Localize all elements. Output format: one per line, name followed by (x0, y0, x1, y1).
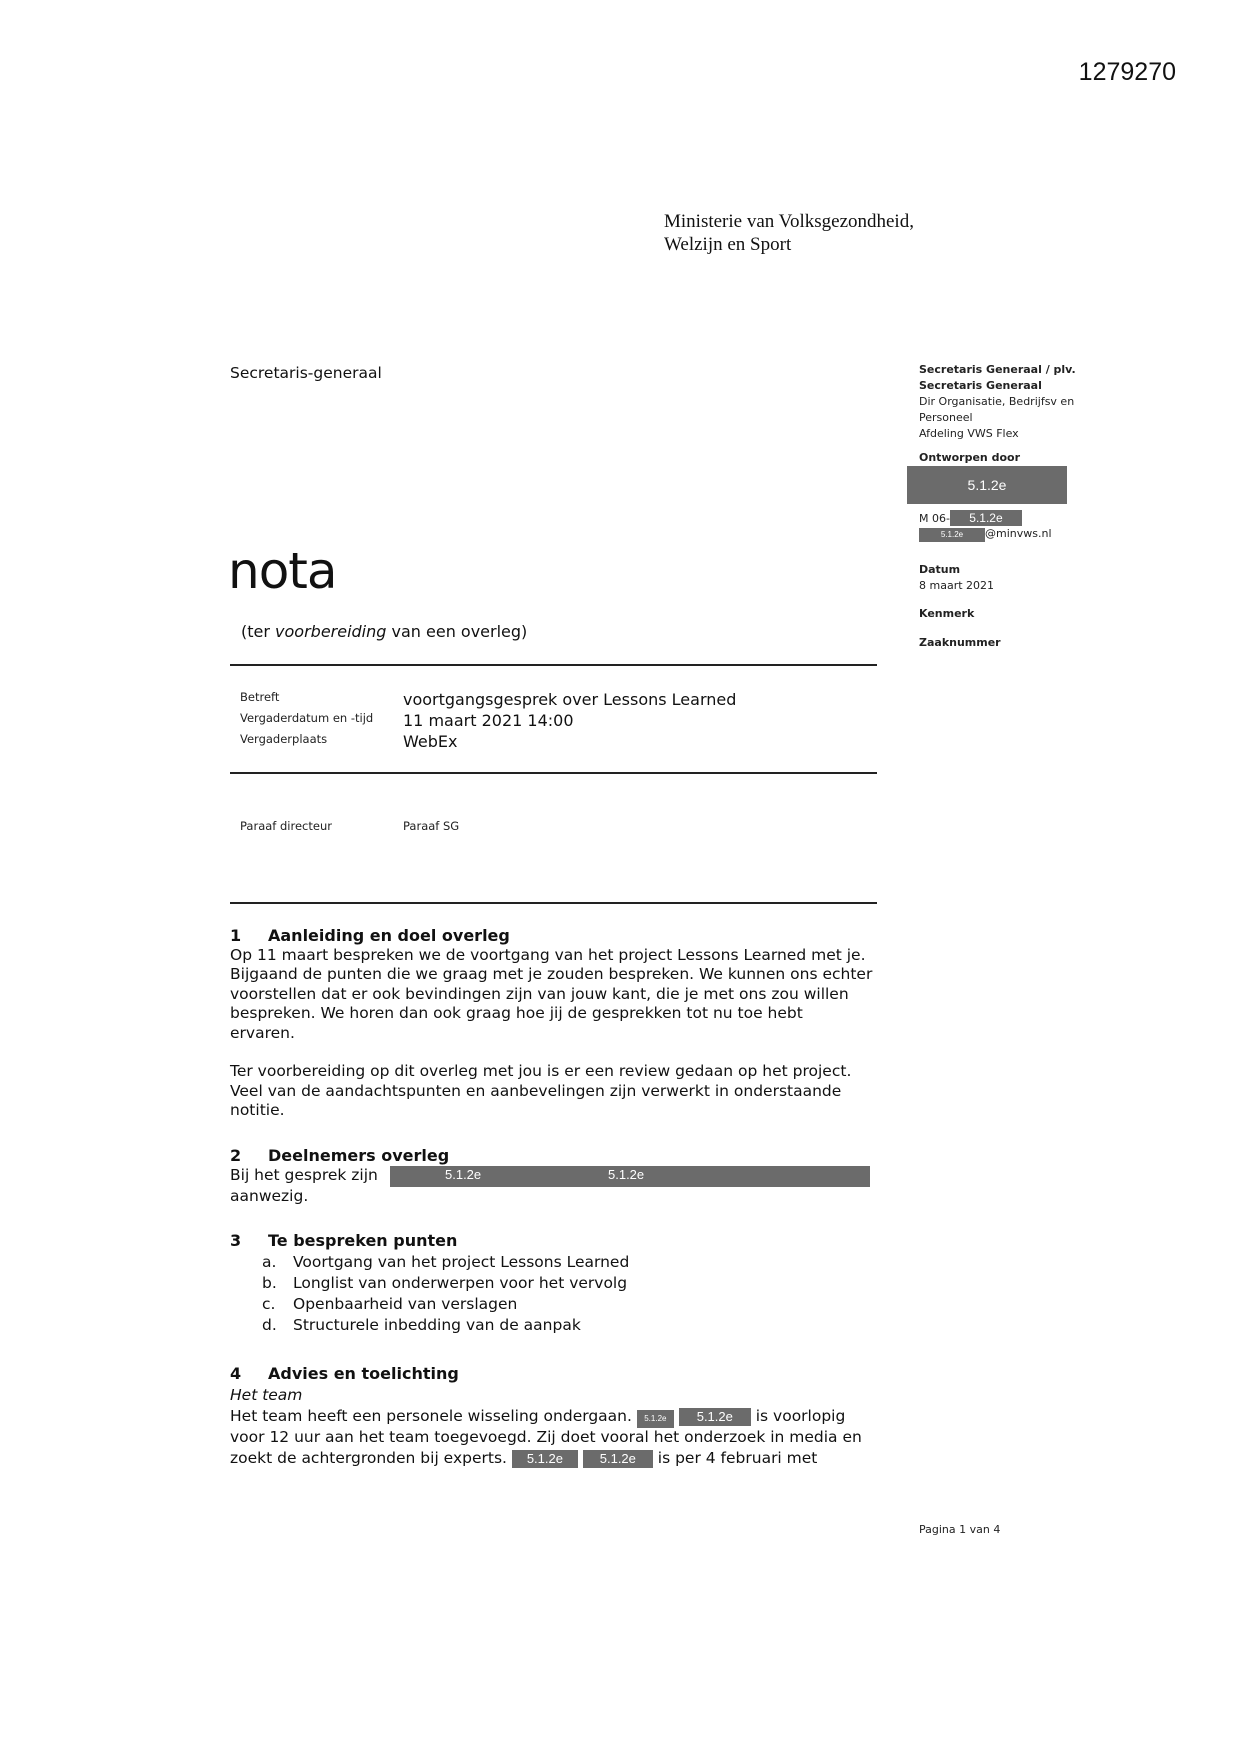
subtitle-italic: voorbereiding (275, 622, 387, 641)
text-line: ervaren. (230, 1023, 295, 1042)
phone-prefix: M 06- (919, 512, 950, 525)
text-line: Ter voorbereiding op dit overleg met jou is er een review gedaan op het project. (230, 1062, 852, 1080)
ministry-line-1: Ministerie van Volksgezondheid, (664, 211, 914, 232)
text-line: voor 12 uur aan het team toegevoegd. Zij doet vooral het onderzoek in media en (230, 1427, 862, 1446)
subtitle-pre: (ter (241, 622, 276, 641)
list-item-text: Longlist van onderwerpen voor het vervolg (293, 1273, 628, 1292)
section-number: 3 (230, 1231, 242, 1250)
text-fragment: Het team heeft een personele wisseling ondergaan. (230, 1406, 632, 1425)
participants-line (230, 1166, 910, 1187)
email-suffix: @minvws.nl (985, 527, 1052, 540)
meeting-place-label: Vergaderplaats (240, 732, 328, 746)
section-title: Deelnemers overleg (268, 1146, 450, 1165)
section-heading (230, 1146, 910, 1166)
sg-initials-label: Paraaf SG (403, 819, 460, 833)
zaaknummer-label: Zaaknummer (919, 636, 1001, 649)
divider (230, 664, 877, 666)
section-number: 1 (230, 926, 242, 945)
redaction-block: 5.1.2e (679, 1408, 751, 1426)
dept-line-3: Afdeling VWS Flex (919, 427, 1019, 440)
section-title: Advies en toelichting (268, 1364, 459, 1383)
datum-value: 8 maart 2021 (919, 579, 995, 592)
section-title: Te bespreken punten (268, 1231, 458, 1250)
list-marker: c. (262, 1294, 276, 1313)
section-1 (230, 926, 910, 1121)
paragraph (230, 946, 910, 1044)
meeting-date-value: 11 maart 2021 14:00 (403, 711, 574, 730)
text-fragment: is voorlopig (755, 1406, 846, 1425)
list-item (262, 1253, 910, 1274)
list-item (262, 1295, 910, 1316)
director-initials-label: Paraaf directeur (240, 819, 332, 833)
meeting-place-value: WebEx (403, 732, 458, 751)
paragraph (230, 1062, 910, 1121)
dept-line-1: Dir Organisatie, Bedrijfsv en (919, 395, 1075, 408)
org-line-1: Secretaris Generaal / plv. (919, 363, 1076, 376)
page-number: Pagina 1 van 4 (919, 1523, 1001, 1536)
subtitle-post: van een overleg) (386, 622, 528, 641)
section-number: 4 (230, 1364, 242, 1383)
text-fragment: is per 4 februari met (657, 1448, 818, 1467)
org-line-2: Secretaris Generaal (919, 379, 1042, 392)
redaction-block: 5.1.2e (907, 466, 1067, 504)
redaction-block (390, 1166, 870, 1187)
section-heading (230, 926, 910, 946)
ministry-name (664, 210, 914, 256)
redaction-code: 5.1.2e (608, 1166, 645, 1182)
text-line: voorstellen dat er ook bevindingen zijn van jouw kant, die je met ons zou willen (230, 984, 849, 1003)
list-item (262, 1274, 910, 1295)
meeting-date-label: Vergaderdatum en -tijd (240, 711, 374, 725)
datum-label: Datum (919, 563, 961, 576)
section-2 (230, 1146, 910, 1206)
section-4 (230, 1364, 910, 1470)
betreft-label: Betreft (240, 690, 280, 704)
redaction-block: 5.1.2e (583, 1450, 653, 1468)
page-title: nota (228, 542, 337, 600)
list-item-text: Voortgang van het project Lessons Learned (293, 1252, 630, 1271)
dept-line-2: Personeel (919, 411, 973, 424)
sidebar (919, 362, 1099, 651)
sender: Secretaris-generaal (230, 364, 382, 382)
section-number: 2 (230, 1146, 242, 1165)
ministry-line-2: Welzijn en Sport (664, 234, 792, 255)
section-title: Aanleiding en doel overleg (268, 926, 510, 945)
section-heading (230, 1231, 910, 1251)
redaction-block: 5.1.2e (637, 1410, 674, 1428)
list-item-text: Structurele inbedding van de aanpak (293, 1315, 581, 1334)
text-line: notitie. (230, 1101, 285, 1119)
section-heading (230, 1364, 910, 1384)
designed-by-label: Ontworpen door (919, 451, 1020, 464)
email-line (919, 526, 1099, 542)
redaction-code: 5.1.2e (445, 1166, 482, 1182)
discussion-points (230, 1253, 910, 1337)
divider (230, 772, 877, 774)
text-line (230, 1449, 910, 1470)
document-number: 1279270 (1078, 58, 1176, 86)
divider (230, 902, 877, 904)
redaction-block: 5.1.2e (512, 1450, 578, 1468)
subheading: Het team (230, 1385, 303, 1404)
list-marker: d. (262, 1315, 277, 1334)
text-line: aanwezig. (230, 1186, 309, 1205)
list-marker: b. (262, 1273, 277, 1292)
text-fragment: zoekt de achtergronden bij experts. (230, 1448, 507, 1467)
list-item (262, 1316, 910, 1337)
subtitle (241, 622, 527, 641)
text-line (230, 1407, 910, 1428)
text-line: Bij het gesprek zijn (230, 1165, 378, 1184)
redaction-block: 5.1.2e (919, 528, 985, 542)
betreft-value: voortgangsgesprek over Lessons Learned (403, 690, 737, 709)
section-3 (230, 1231, 910, 1337)
list-item-text: Openbaarheid van verslagen (293, 1294, 518, 1313)
text-line: Veel van de aandachtspunten en aanbevelingen zijn verwerkt in onderstaande (230, 1081, 842, 1100)
list-marker: a. (262, 1252, 277, 1271)
text-line: bespreken. We horen dan ook graag hoe jij de gesprekken tot nu toe hebt (230, 1004, 803, 1022)
text-line: Bijgaand de punten die we graag met je zouden bespreken. We kunnen ons echter (230, 965, 873, 983)
phone-line (919, 510, 1099, 526)
redaction-block: 5.1.2e (950, 510, 1022, 526)
kenmerk-label: Kenmerk (919, 607, 975, 620)
text-line: Op 11 maart bespreken we de voortgang van het project Lessons Learned met je. (230, 945, 866, 964)
